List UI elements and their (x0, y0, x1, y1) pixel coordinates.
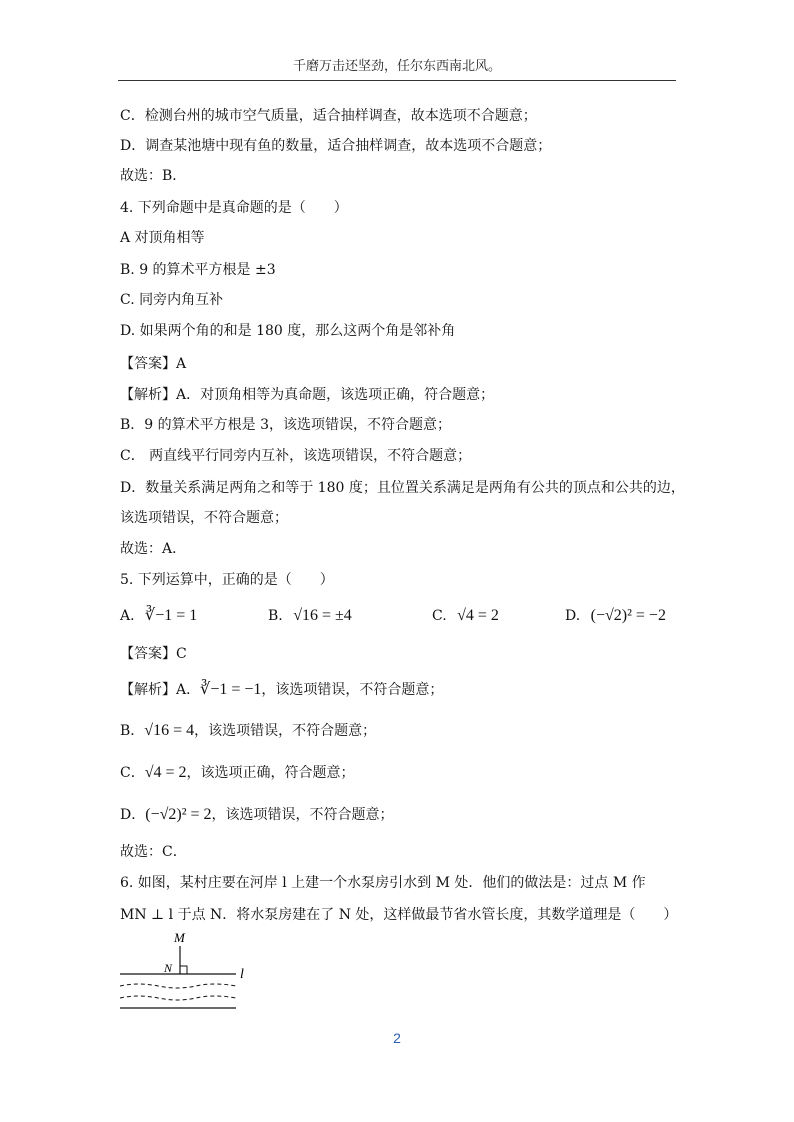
q5-answer: 【答案】C (120, 646, 187, 662)
option-label: D. (565, 608, 581, 624)
river-diagram-svg (118, 928, 258, 1012)
math-expression: (−√2)² = −2 (590, 607, 666, 624)
math-expression: √4 = 2 (457, 607, 499, 624)
page-header-motto: 千磨万击还坚劲，任尔东西南北风。 (292, 59, 501, 74)
text-line: C．检测台州的城市空气质量，适合抽样调查，故本选项不合题意； (120, 108, 537, 124)
math-expression: (−√2)² = 2 (145, 806, 212, 823)
math-expression: √4 = 2 (144, 764, 187, 781)
water-wave (120, 984, 236, 988)
text-line: 故选：B． (120, 168, 187, 184)
q4-option-a: A 对顶角相等 (120, 230, 205, 246)
q4-option-c: C. 同旁内角互补 (120, 292, 224, 308)
water-wave (120, 996, 236, 1000)
q4-option-d: D. 如果两个角的和是 180 度，那么这两个角是邻补角 (120, 323, 456, 339)
q5-option-a (120, 607, 197, 625)
q4-explanation: 该选项错误，不符合题意； (120, 510, 288, 526)
math-expression: ∛−1 = −1 (200, 681, 262, 698)
explanation-label: 【解析】A． (120, 682, 201, 698)
point-label-n: N (164, 961, 173, 975)
q4-explanation: 【解析】A．对顶角相等为真命题，该选项正确，符合题意； (120, 387, 495, 403)
explanation-text: ，该选项错误，不符合题意； (211, 807, 394, 823)
q5-option-c (432, 607, 499, 625)
explanation-label: B． (120, 723, 145, 739)
q5-option-d (565, 607, 666, 625)
page-number: 2 (393, 1030, 401, 1046)
option-label: A. (120, 608, 135, 624)
question-6-continued: MN ⊥ l 于点 N．将水泵房建在了 N 处，这样做最节省水管长度，其数学道理是（ ） (120, 907, 678, 923)
river-bank-figure (118, 928, 258, 1016)
explanation-text: ，该选项正确，符合题意； (186, 765, 355, 781)
explanation-text: ，该选项错误，不符合题意； (194, 723, 377, 739)
question-6: 6. 如图，某村庄要在河岸 l 上建一个水泵房引水到 M 处．他们的做法是：过点 M 作 (120, 875, 646, 891)
q5-explanation-b (120, 722, 376, 740)
explanation-label: C． (120, 765, 145, 781)
right-angle-mark (180, 966, 187, 974)
header-rule (118, 80, 676, 81)
q5-option-b (268, 607, 352, 625)
math-expression: √16 = ±4 (293, 607, 352, 624)
question-4: 4. 下列命题中是真命题的是（ ） (120, 200, 348, 216)
q4-explanation: B．9 的算术平方根是 3，该选项错误，不符合题意； (120, 417, 452, 433)
q4-explanation: D．数量关系满足两角之和等于 180 度；且位置关系满足是两角有公共的顶点和公共的边， (120, 480, 685, 496)
math-expression: √16 = 4 (144, 722, 195, 739)
option-label: B. (268, 608, 283, 624)
q4-option-b: B. 9 的算术平方根是 ±3 (120, 262, 276, 278)
text-line: D．调查某池塘中现有鱼的数量，适合抽样调查，故本选项不合题意； (120, 138, 552, 154)
question-5: 5. 下列运算中，正确的是（ ） (120, 572, 334, 588)
q4-explanation: C． 两直线平行同旁内互补，该选项错误，不符合题意； (120, 448, 472, 464)
q4-answer: 【答案】A (120, 356, 187, 372)
explanation-text: ，该选项错误，不符合题意； (261, 682, 444, 698)
q5-explanation-a (120, 681, 443, 699)
option-label: C. (432, 608, 447, 624)
point-label-m: M (174, 930, 185, 945)
q5-conclusion: 故选：C． (120, 844, 187, 860)
q5-explanation-c (120, 764, 355, 782)
q4-conclusion: 故选：A． (120, 541, 187, 557)
math-expression: ∛−1 = 1 (145, 607, 198, 624)
explanation-label: D． (120, 807, 146, 823)
q5-explanation-d (120, 806, 394, 824)
line-label-l: l (240, 967, 244, 982)
